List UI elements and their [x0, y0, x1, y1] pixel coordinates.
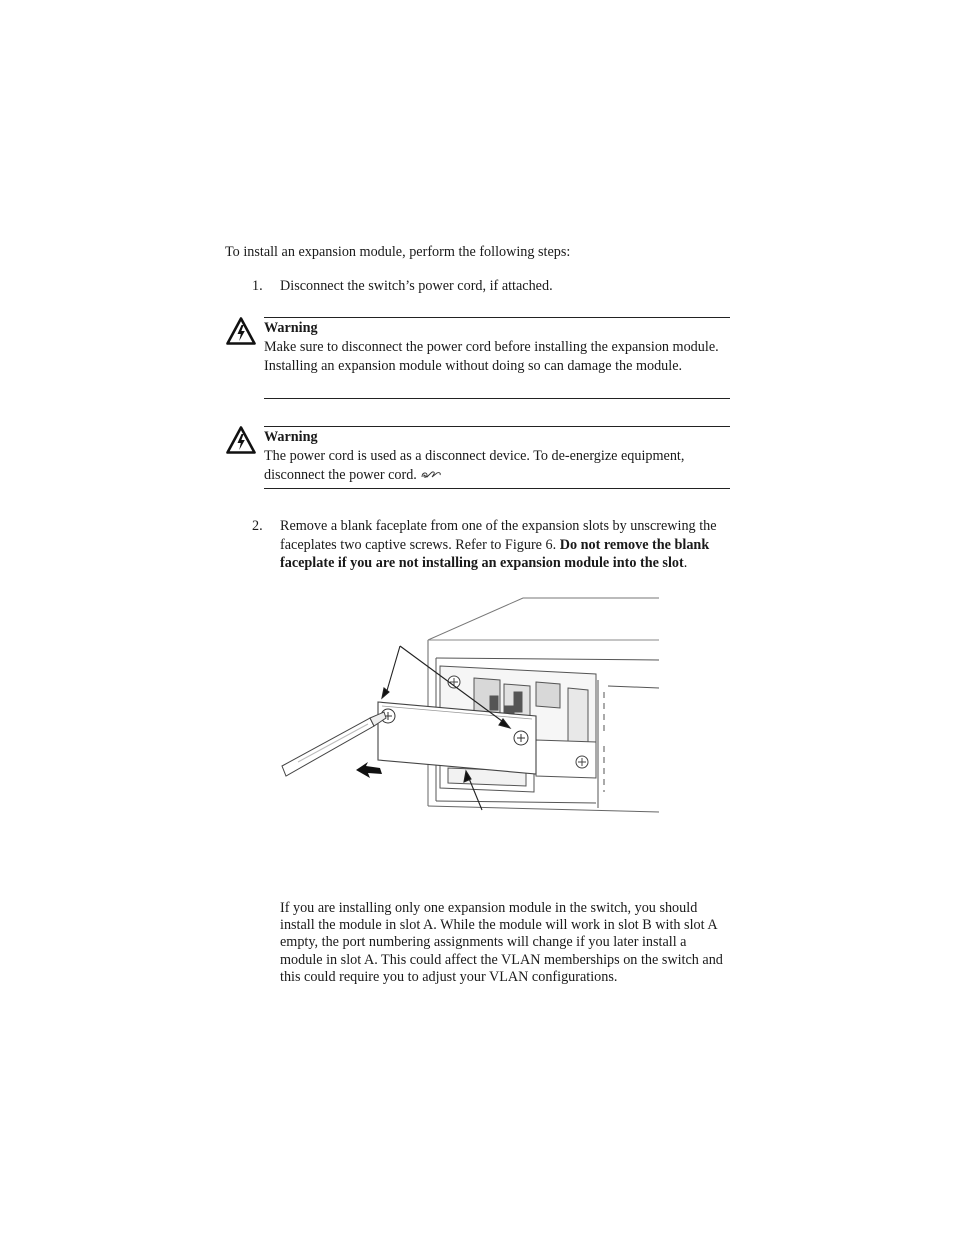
slot-note-paragraph: If you are installing only one expansion module in the switch, you should install the module in slot A. While the module will work in slot B with slot A empty, the port numbering assignments will change if you later install a module in slot A. This could affect the VLAN memberships on the switch and this could require you to adjust your VLAN configurations.	[280, 900, 723, 985]
warning-text: Make sure to disconnect the power cord before installing the expansion module. Installing an expansion module without doing so can damage the module.	[264, 339, 719, 374]
step-text-plain: Remove a blank faceplate from one of the expansion slots by unscrewing the faceplates two captive screws. Refer to Figure 6.	[280, 518, 717, 553]
intro-text: To install an expansion module, perform the following steps:	[225, 244, 571, 260]
warning-bottom-rule	[264, 398, 730, 399]
step-1	[252, 277, 732, 297]
step-number: 1.	[252, 278, 263, 294]
captive-screw	[576, 756, 588, 768]
step-text-bold: Do not remove the blank faceplate if you are not installing an expansion module into the slot	[280, 536, 710, 572]
warning-title: Warning	[264, 429, 318, 445]
warning-top-rule	[264, 426, 730, 427]
step-text-end: .	[683, 555, 688, 572]
step-text: Disconnect the switch’s power cord, if attached.	[280, 278, 553, 294]
faceplate-removal-illustration	[278, 596, 659, 816]
warning-body	[264, 447, 730, 484]
step-text	[280, 517, 730, 573]
warning-box-1	[224, 317, 730, 399]
pull-arrow-icon	[356, 762, 382, 778]
warning-title: Warning	[264, 320, 318, 336]
warning-bottom-rule	[264, 488, 730, 489]
warning-box-2	[224, 426, 730, 489]
warning-text: The power cord is used as a disconnect device. To de-energize equipment, disconnect the power cord.	[264, 448, 685, 483]
step-2	[252, 517, 732, 597]
screwdriver	[282, 712, 386, 776]
warning-top-rule	[264, 317, 730, 318]
step-number: 2.	[252, 518, 263, 534]
lightning-triangle-icon	[226, 317, 256, 345]
lightning-triangle-icon	[226, 426, 256, 454]
reference-mark-icon	[420, 470, 442, 480]
